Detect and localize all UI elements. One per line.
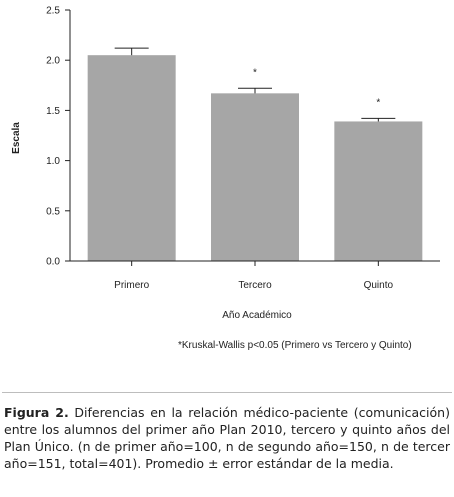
significance-note: *Kruskal-Wallis p<0.05 (Primero vs Tercero y Quinto) [178, 340, 412, 351]
y-tick-label: 1.0 [46, 156, 60, 168]
y-tick-label: 1.5 [46, 105, 60, 117]
bar-primero [88, 55, 176, 261]
y-tick-label: 2.5 [46, 5, 60, 17]
caption-divider [2, 392, 452, 393]
y-axis [46, 6, 70, 268]
bar-tercero [211, 93, 299, 261]
y-tick-label: 2.0 [46, 55, 60, 67]
figure-caption [4, 404, 450, 472]
caption-text: Diferencias en la relación médico-paciente (comunicación) entre los alumnos del primer año Plan 2010, tercero y quinto años del Plan Único. (n de primer año=100, n de segundo año=150, n de tercer año=151, total=401). Promedio ± error estándar de la media. [4, 405, 450, 471]
bar-quinto [334, 121, 422, 261]
significance-marker: * [253, 67, 257, 79]
y-tick-label: 0.5 [46, 206, 60, 218]
bars [88, 48, 423, 261]
y-tick-label: 0.0 [46, 256, 60, 268]
y-axis-title: Escala [11, 122, 22, 154]
x-tick-label: Tercero [238, 280, 272, 291]
x-tick-label: Primero [114, 280, 150, 291]
x-axis-title: Año Académico [222, 310, 292, 321]
caption-label: Figura 2. [4, 405, 69, 420]
x-axis [70, 261, 440, 291]
significance-marker: * [376, 97, 381, 109]
x-tick-label: Quinto [363, 280, 394, 291]
